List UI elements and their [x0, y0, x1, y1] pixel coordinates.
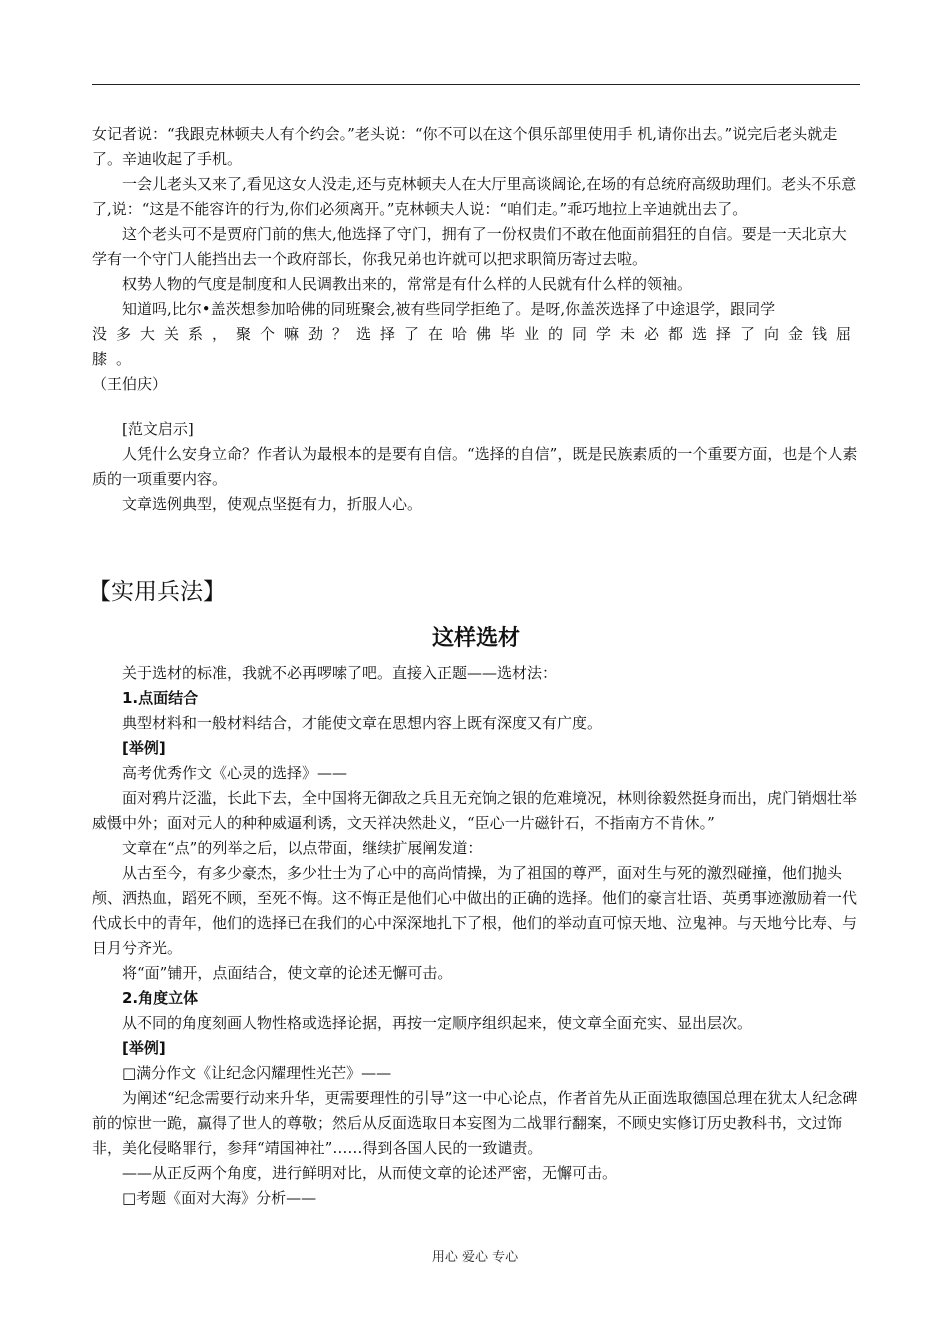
paragraph-bill-gates: 知道吗,比尔•盖茨想参加哈佛的同班聚会,被有些同学拒绝了。是呀,你盖茨选择了中途退学，跟同学 [122, 300, 776, 318]
section-title: 【实用兵法】 [88, 579, 226, 605]
paragraph-bill-gates-cont: 没多大关系，聚个嘛劲？选择了在哈佛毕业的同学未必都选择了向金钱屈膝。 [92, 325, 861, 368]
method-1-description: 典型材料和一般材料结合，才能使文章在思想内容上既有深度又有广度。 [122, 714, 603, 732]
example-1-quote-2: 从古至今，有多少豪杰，多少壮士为了心中的高尚情操，为了祖国的尊严，面对生与死的激烈碰撞，他们抛头颅、洒热血，蹈死不顾，至死不悔。这不悔正是他们心中做出的正确的选择。他们的豪言壮语、英勇事迹激励着一代代成长中的青年，他们的选择已在我们的心中深深地扎下了根，他们的举动直可惊天地、泣鬼神。与天地兮比寿、与日月兮齐光。 [92, 864, 858, 957]
insight-heading: [范文启示] [122, 420, 194, 438]
example-1-source: 高考优秀作文《心灵的选择》—— [122, 764, 348, 782]
example-1-label: [举例] [122, 739, 166, 757]
paragraph-old-man-returns: 一会儿老头又来了,看见这女人没走,还与克林顿夫人在大厅里高谈阔论,在场的有总统府高级助理们。老头不乐意了,说：“这是不能容许的行为,你们必须离开。”克林顿夫人说：“咱们走。”乖巧地拉上辛迪就出去了。 [92, 175, 857, 218]
document-body [88, 122, 861, 1211]
example-2-comment: ——从正反两个角度，进行鲜明对比，从而使文章的论述严密，无懈可击。 [122, 1164, 618, 1182]
method-2-heading: 2.角度立体 [122, 989, 199, 1007]
insight-paragraph-1: 人凭什么安身立命？作者认为最根本的是要有自信。“选择的自信”，既是民族素质的一个重要方面，也是个人素质的一项重要内容。 [92, 445, 858, 488]
paragraph-power-figures: 权势人物的气度是制度和人民调教出来的，常常是有什么样的人民就有什么样的领袖。 [122, 275, 693, 293]
page-footer: 用心 爱心 专心 [431, 1250, 519, 1265]
article-title: 这样选材 [431, 626, 520, 651]
example-1-comment: 将“面”铺开，点面结合，使文章的论述无懈可击。 [122, 964, 453, 982]
paragraph-gatekeeper: 这个老头可不是贾府门前的焦大,他选择了守门，拥有了一份权贵们不敢在他面前猖狂的自信。要是一天北京大学有一个守门人能挡出去一个政府部长，你我兄弟也许就可以把求职简历寄过去啦。 [92, 225, 847, 268]
example-3-source: □考题《面对大海》分析—— [122, 1189, 317, 1207]
method-2-description: 从不同的角度刻画人物性格或选择论据，再按一定顺序组织起来，使文章全面充实、显出层次。 [122, 1014, 753, 1032]
example-2-label: [举例] [122, 1039, 166, 1057]
paragraph-reporter-dialogue: 女记者说：“我跟克林顿夫人有个约会。”老头说：“你不可以在这个俱乐部里使用手 机,请你出去。”说完后老头就走了。辛迪收起了手机。 [92, 125, 838, 168]
insight-paragraph-2: 文章选例典型，使观点坚挺有力，折服人心。 [122, 495, 423, 513]
example-2-source: □满分作文《让纪念闪耀理性光芒》—— [122, 1064, 392, 1082]
example-1-transition: 文章在“点”的列举之后，以点带面，继续扩展阐发道： [122, 839, 483, 857]
intro-paragraph: 关于选材的标准，我就不必再啰嗦了吧。直接入正题——选材法： [122, 664, 558, 682]
author-credit: （王伯庆） [92, 375, 168, 393]
example-2-quote: 为阐述“纪念需要行动来升华，更需要理性的引导”这一中心论点，作者首先从正面选取德国总理在犹太人纪念碑前的惊世一跪，赢得了世人的尊敬；然后从反面选取日本妄图为二战罪行翻案，不顾史实修订历史教科书，文过饰非，美化侵略罪行，参拜“靖国神社”……得到各国人民的一致谴责。 [92, 1089, 858, 1157]
method-1-heading: 1.点面结合 [122, 689, 199, 707]
header-rule [92, 84, 860, 85]
example-1-quote-1: 面对鸦片泛滥，长此下去，全中国将无御敌之兵且无充饷之银的危难境况，林则徐毅然挺身而出，虎门销烟壮举威慑中外；面对元人的种种威逼利诱，文天祥决然赴义，“臣心一片磁针石，不指南方不肯休。” [92, 789, 858, 832]
